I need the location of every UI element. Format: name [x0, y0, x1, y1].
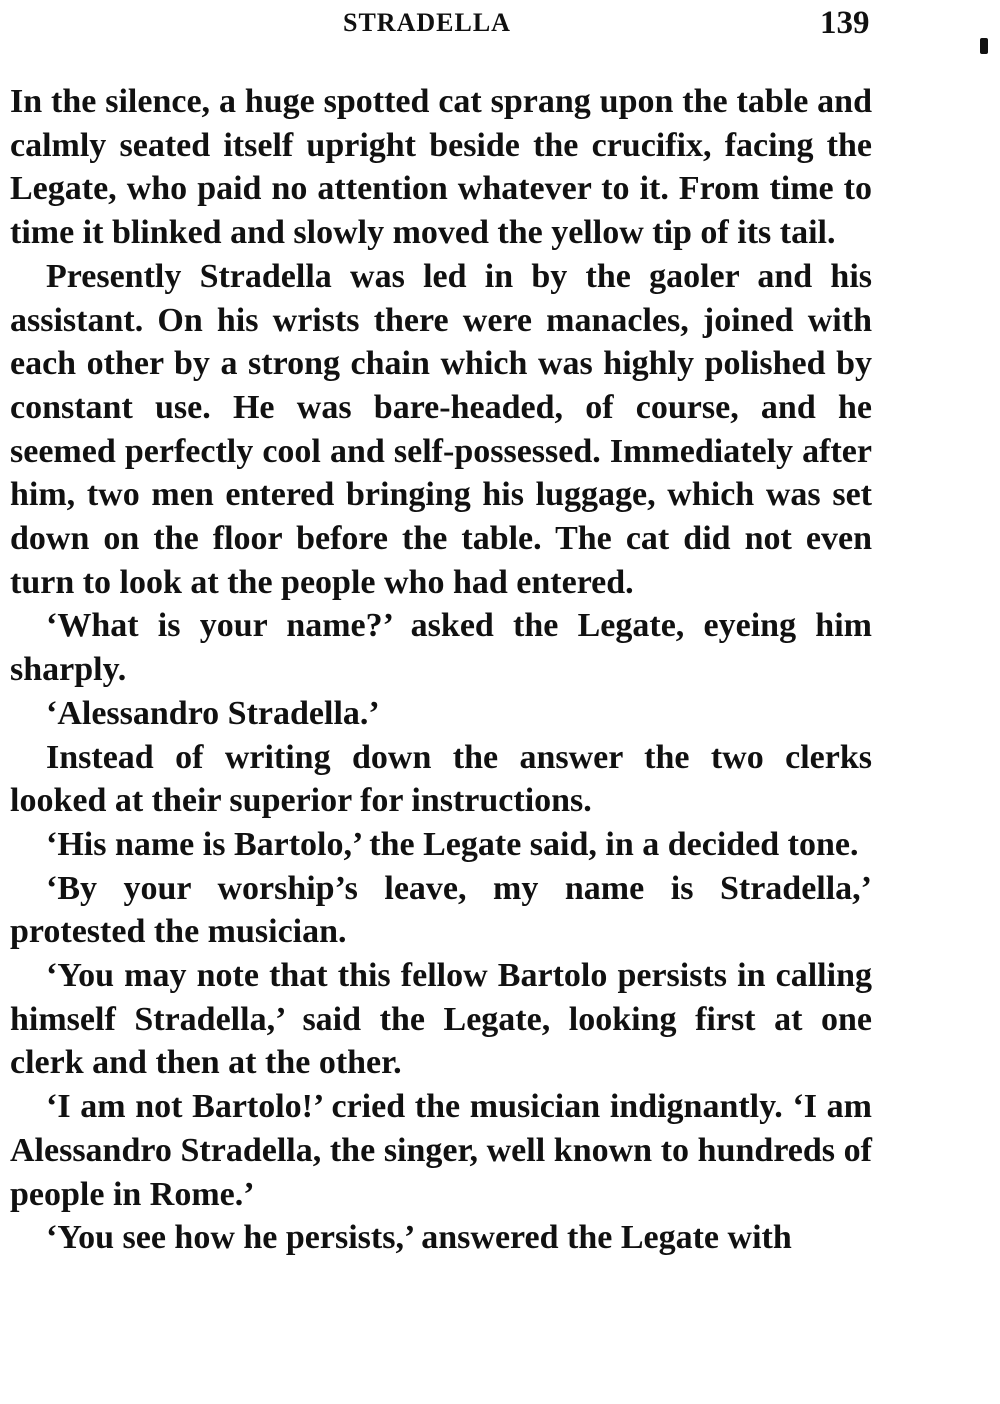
paragraph: ‘I am not Bartolo!’ cried the musician indignantly. ‘I am Alessandro Stradella, the singer, well known to hundreds of people in Rome.’ — [10, 1088, 872, 1213]
paragraph: Presently Stradella was led in by the gaoler and his assistant. On his wrists there were manacles, joined with each other by a strong chain which was highly polished by constant use. He was bare-headed, of course, and he seemed perfectly cool and self-possessed. Immediately after him, two men entered bringing his luggage, which was set down on the floor before the table. The cat did not even turn to look at the people who had entered. — [10, 257, 872, 601]
paragraph: Instead of writing down the answer the two clerks looked at their superior for instructions. — [10, 738, 872, 820]
paragraph: ‘His name is Bartolo,’ the Legate said, in a decided tone. — [46, 825, 859, 863]
scan-artifact-mark — [980, 38, 988, 54]
paragraph: ‘By your worship’s leave, my name is Stradella,’ protested the musician. — [10, 869, 872, 951]
paragraph: ‘You may note that this fellow Bartolo persists in calling himself Stradella,’ said the Legate, looking first at one clerk and then at the other. — [10, 957, 872, 1082]
body-text — [10, 80, 872, 1260]
paragraph: In the silence, a huge spotted cat sprang upon the table and calmly seated itself upright beside the crucifix, facing the Legate, who paid no attention whatever to it. From time to time it blinked and slowly moved the yellow tip of its tail. — [10, 83, 872, 252]
running-head — [0, 6, 1000, 46]
paragraph: ‘Alessandro Stradella.’ — [46, 694, 380, 732]
paragraph: ‘You see how he persists,’ answered the Legate with — [46, 1219, 792, 1257]
paragraph: ‘What is your name?’ asked the Legate, eyeing him sharply. — [10, 607, 872, 689]
page-number: 139 — [820, 5, 870, 41]
running-title: STRADELLA — [343, 8, 511, 37]
